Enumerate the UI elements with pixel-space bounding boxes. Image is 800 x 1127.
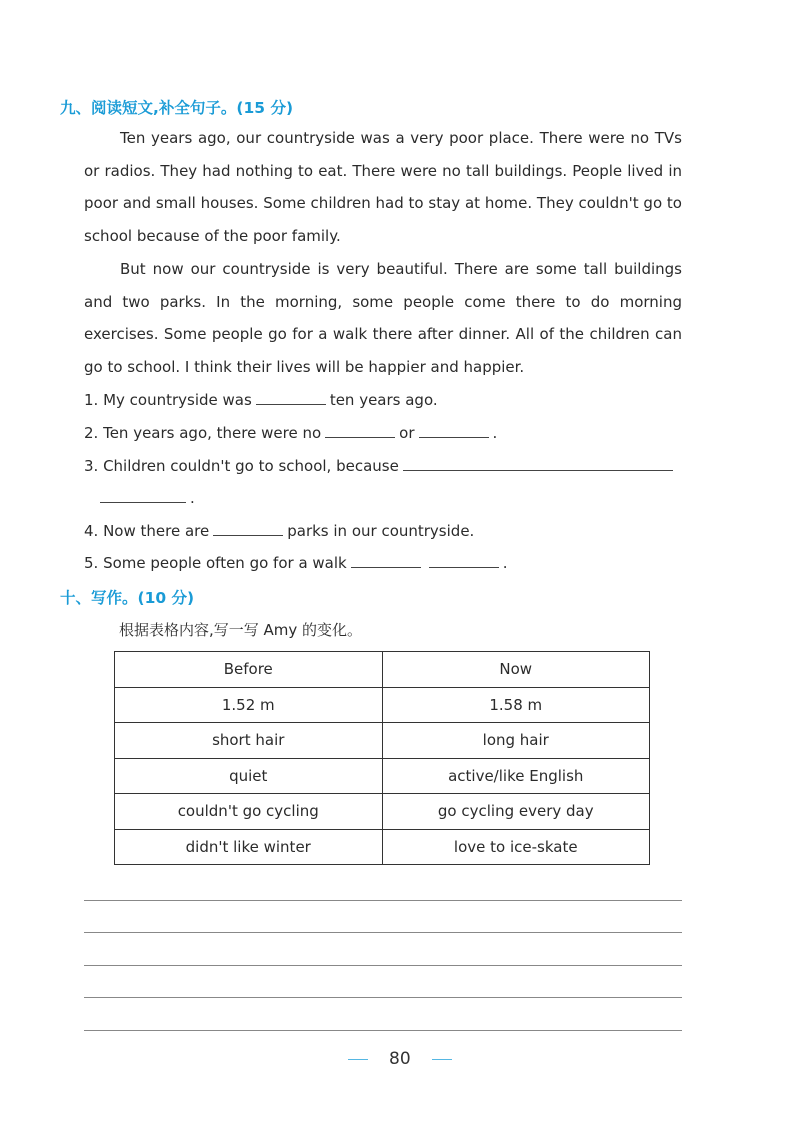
question-4-tail: parks in our countryside. bbox=[287, 522, 475, 540]
question-3-tail: . bbox=[190, 489, 195, 507]
question-5-tail: . bbox=[502, 554, 508, 572]
question-1 bbox=[84, 390, 438, 410]
answer-blank[interactable] bbox=[325, 423, 395, 438]
table-cell: couldn't go cycling bbox=[115, 794, 383, 830]
table-row bbox=[115, 723, 650, 759]
answer-blank[interactable] bbox=[403, 456, 673, 471]
page-number: 80 bbox=[389, 1049, 411, 1069]
question-2-mid: or bbox=[399, 424, 415, 442]
page-number-dash-left bbox=[348, 1059, 368, 1060]
table-header-cell: Before bbox=[115, 652, 383, 688]
table-cell: 1.58 m bbox=[382, 687, 650, 723]
question-1-text: 1. My countryside was bbox=[84, 391, 252, 409]
page-number-dash-right bbox=[432, 1059, 452, 1060]
table-header-row bbox=[115, 652, 650, 688]
answer-blank[interactable] bbox=[100, 488, 186, 503]
comparison-table bbox=[114, 651, 650, 865]
question-2-tail: . bbox=[492, 424, 498, 442]
question-5 bbox=[84, 553, 508, 573]
writing-line[interactable] bbox=[84, 965, 682, 966]
table-row bbox=[115, 758, 650, 794]
answer-blank[interactable] bbox=[213, 521, 283, 536]
answer-blank[interactable] bbox=[351, 553, 421, 568]
table-row bbox=[115, 829, 650, 865]
table-cell: active/like English bbox=[382, 758, 650, 794]
table-cell: short hair bbox=[115, 723, 383, 759]
writing-instruction: 根据表格内容,写一写 Amy 的变化。 bbox=[119, 621, 363, 639]
table-row bbox=[115, 794, 650, 830]
table-cell: long hair bbox=[382, 723, 650, 759]
question-2-text: 2. Ten years ago, there were no bbox=[84, 424, 322, 442]
answer-blank[interactable] bbox=[256, 390, 326, 405]
section-10-title: 十、写作。(10 分) bbox=[60, 589, 195, 607]
table-cell: 1.52 m bbox=[115, 687, 383, 723]
table-cell: go cycling every day bbox=[382, 794, 650, 830]
question-2 bbox=[84, 423, 497, 443]
question-3 bbox=[84, 456, 677, 476]
writing-line[interactable] bbox=[84, 900, 682, 901]
passage-paragraph-1: Ten years ago, our countryside was a very poor place. There were no TVs or radios. They had nothing to eat. There were no tall buildings. People lived in poor and small houses. Some children had to stay at home. They couldn't go to school because of the poor family. bbox=[84, 129, 682, 246]
question-4-text: 4. Now there are bbox=[84, 522, 210, 540]
table-header-cell: Now bbox=[382, 652, 650, 688]
question-5-text: 5. Some people often go for a walk bbox=[84, 554, 347, 572]
question-1-tail: ten years ago. bbox=[329, 391, 438, 409]
question-3-text: 3. Children couldn't go to school, because bbox=[84, 457, 399, 475]
writing-line[interactable] bbox=[84, 932, 682, 933]
writing-line[interactable] bbox=[84, 997, 682, 998]
table-row bbox=[115, 687, 650, 723]
table-cell: didn't like winter bbox=[115, 829, 383, 865]
writing-line[interactable] bbox=[84, 1030, 682, 1031]
passage-paragraph-2: But now our countryside is very beautiful. There are some tall buildings and two parks. In the morning, some people come there to do morning exercises. Some people go for a walk there after dinner. All of the children can go to school. I think their lives will be happier and happier. bbox=[84, 260, 682, 377]
table-cell: love to ice-skate bbox=[382, 829, 650, 865]
answer-blank[interactable] bbox=[429, 553, 499, 568]
section-9-title: 九、阅读短文,补全句子。(15 分) bbox=[60, 99, 294, 117]
question-4 bbox=[84, 521, 474, 541]
answer-blank[interactable] bbox=[419, 423, 489, 438]
table-cell: quiet bbox=[115, 758, 383, 794]
question-3-continued bbox=[100, 488, 195, 508]
